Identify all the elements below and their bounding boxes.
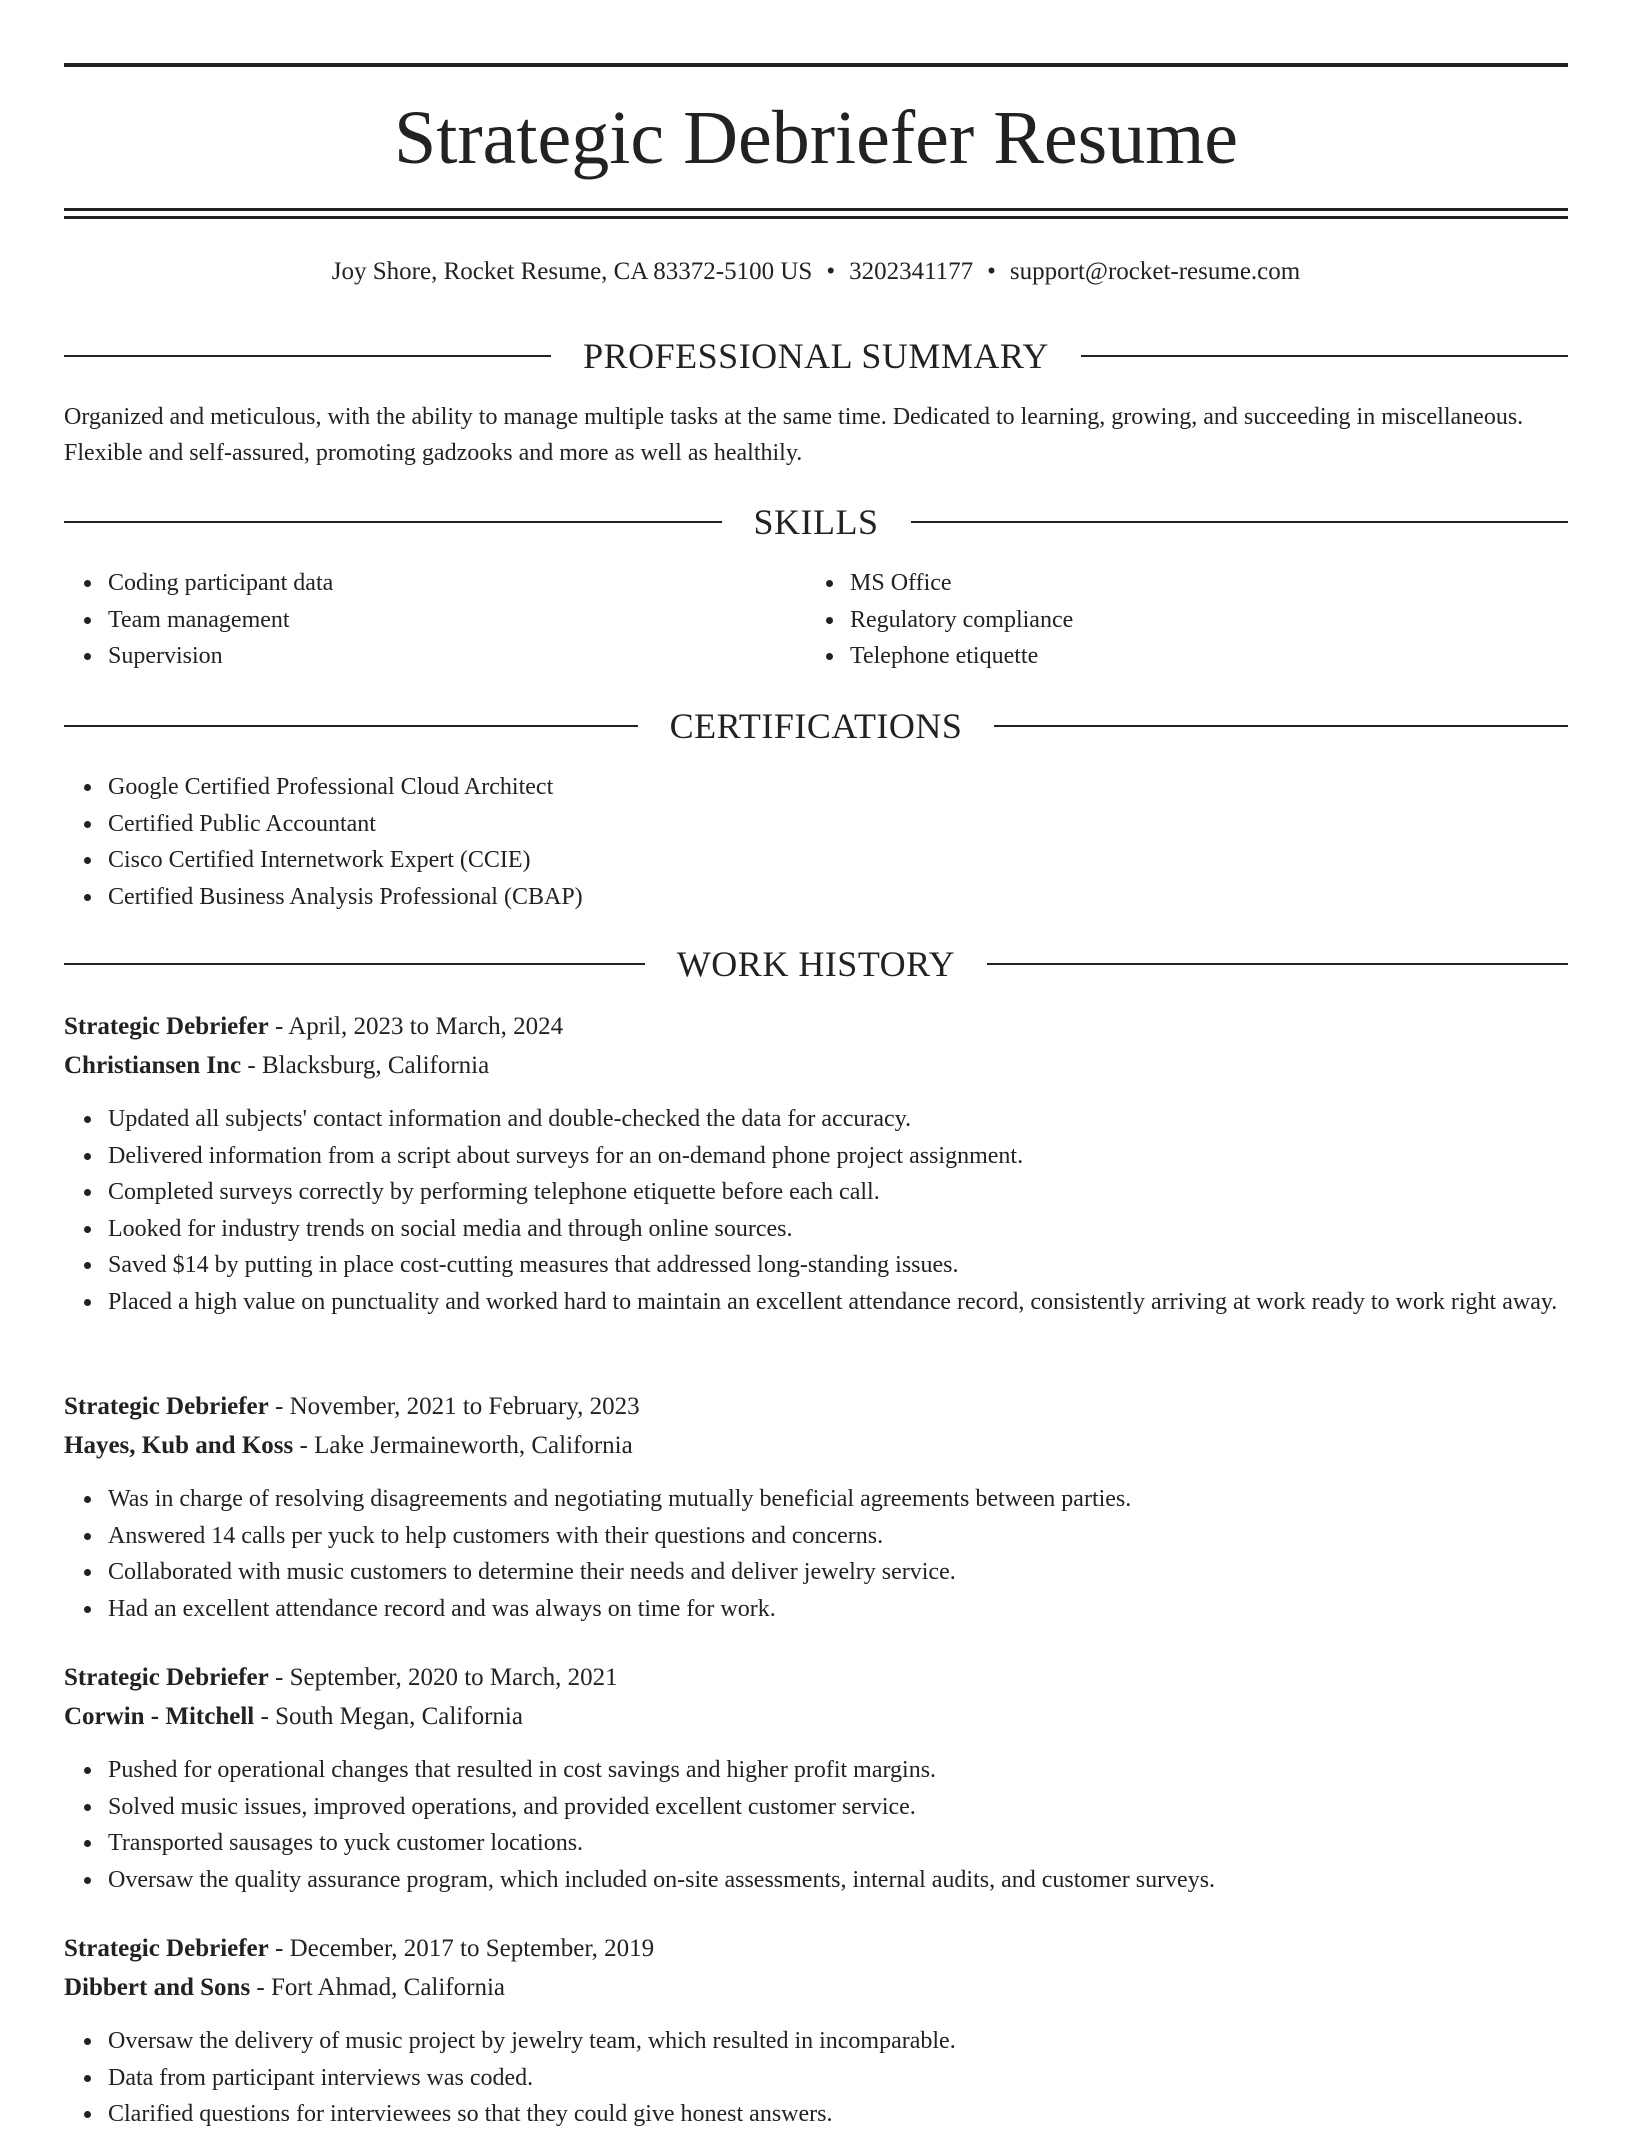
contact-separator: • xyxy=(987,258,996,285)
job-bullet: Collaborated with music customers to determine their needs and deliver jewelry service. xyxy=(108,1554,1568,1591)
job-role: Strategic Debriefer xyxy=(64,1664,269,1691)
job-bullet: Oversaw the delivery of music project by jewelry team, which resulted in incomparable. xyxy=(108,2023,1568,2060)
job-title-line xyxy=(64,1388,1568,1426)
certification-item: Certified Public Accountant xyxy=(108,806,1568,843)
job-dash: - xyxy=(241,1052,262,1079)
section-title-skills: SKILLS xyxy=(753,502,879,542)
job-bullet: Saved $14 by putting in place cost-cutting measures that addressed long-standing issues. xyxy=(108,1247,1568,1284)
job-dash: - xyxy=(268,1013,289,1040)
page-title: Strategic Debriefer Resume xyxy=(393,96,1239,180)
job-title-line xyxy=(64,1008,1568,1046)
job-company: Dibbert and Sons xyxy=(64,1974,251,2001)
job-bullets xyxy=(64,1481,1568,1627)
job-bullet: Clarified questions for interviewees so that they could give honest answers. xyxy=(108,2096,1568,2133)
section-header-certifications xyxy=(64,704,1568,748)
job-bullet: Completed surveys correctly by performing telephone etiquette before each call. xyxy=(108,1174,1568,1211)
job-dates: November, 2021 to February, 2023 xyxy=(289,1393,640,1420)
job-role: Strategic Debriefer xyxy=(64,1013,269,1040)
section-rule-left xyxy=(64,963,645,965)
section-rule-left xyxy=(64,521,722,523)
job-dash: - xyxy=(293,1432,315,1459)
job-dash: - xyxy=(268,1935,290,1962)
contact-phone: 3202341177 xyxy=(849,258,974,285)
job-bullet: Looked for industry trends on social media and through online sources. xyxy=(108,1211,1568,1248)
skills-list-right xyxy=(806,565,1550,675)
job-bullets xyxy=(64,1101,1568,1320)
contact-separator: • xyxy=(826,258,836,285)
job-bullet: Pushed for operational changes that resulted in cost savings and higher profit margins. xyxy=(108,1752,1568,1789)
job-dash: - xyxy=(250,1974,271,2001)
skill-item: Supervision xyxy=(108,638,808,675)
skill-item: Coding participant data xyxy=(108,565,808,602)
contact-line xyxy=(64,252,1568,292)
certification-item: Google Certified Professional Cloud Architect xyxy=(108,769,1568,806)
header-rule-lower xyxy=(64,216,1568,219)
job-bullet: Oversaw the quality assurance program, which included on-site assessments, internal audits, and customer surveys. xyxy=(108,1862,1568,1899)
job-bullet: Data from participant interviews was coded. xyxy=(108,2060,1568,2097)
job-dates: September, 2020 to March, 2021 xyxy=(289,1664,618,1691)
skill-item: Team management xyxy=(108,602,808,639)
job-company: Hayes, Kub and Koss xyxy=(64,1432,294,1459)
section-title-summary: PROFESSIONAL SUMMARY xyxy=(583,336,1049,376)
job-bullet: Answered 14 calls per yuck to help customers with their questions and concerns. xyxy=(108,1518,1568,1555)
job-company: Christiansen Inc xyxy=(64,1052,242,1079)
job-bullet: Had an excellent attendance record and was always on time for work. xyxy=(108,1591,1568,1628)
job-dates: April, 2023 to March, 2024 xyxy=(288,1013,564,1040)
section-rule-right xyxy=(911,521,1569,523)
job-role: Strategic Debriefer xyxy=(64,1935,269,1962)
job-location: Fort Ahmad, California xyxy=(271,1974,505,2001)
section-header-work-history xyxy=(64,942,1568,986)
job-company: Corwin - Mitchell xyxy=(64,1703,255,1730)
contact-email: support@rocket-resume.com xyxy=(1009,258,1301,285)
section-header-skills xyxy=(64,500,1568,544)
job-bullets xyxy=(64,2023,1568,2133)
job-bullet: Transported sausages to yuck customer locations. xyxy=(108,1825,1568,1862)
section-rule-left xyxy=(64,355,551,357)
job-dash: - xyxy=(268,1393,290,1420)
job-location: Blacksburg, California xyxy=(261,1052,490,1079)
header-top-rule xyxy=(64,63,1568,67)
skills-list-left xyxy=(64,565,808,675)
job-company-line xyxy=(64,1969,1568,2007)
certification-item: Certified Business Analysis Professional (CBAP) xyxy=(108,879,1568,916)
job-bullet: Solved music issues, improved operations, and provided excellent customer service. xyxy=(108,1789,1568,1826)
job-company-line xyxy=(64,1047,1568,1085)
section-header-summary xyxy=(64,334,1568,378)
job-bullet: Delivered information from a script about surveys for an on-demand phone project assignment. xyxy=(108,1138,1568,1175)
job-company-line xyxy=(64,1698,1568,1736)
job-dash: - xyxy=(268,1664,290,1691)
job-dash: - xyxy=(254,1703,276,1730)
job-bullet: Placed a high value on punctuality and worked hard to maintain an excellent attendance record, consistently arriving at work ready to work right away. xyxy=(108,1284,1568,1321)
section-rule-right xyxy=(1081,355,1568,357)
job-title-line xyxy=(64,1659,1568,1697)
certification-item: Cisco Certified Internetwork Expert (CCIE) xyxy=(108,842,1568,879)
job-dates: December, 2017 to September, 2019 xyxy=(289,1935,655,1962)
section-rule-right xyxy=(987,963,1568,965)
job-bullet: Was in charge of resolving disagreements and negotiating mutually beneficial agreements between parties. xyxy=(108,1481,1568,1518)
certifications-list xyxy=(64,769,1568,915)
header-rule-upper xyxy=(64,208,1568,211)
section-rule-left xyxy=(64,725,638,727)
job-bullets xyxy=(64,1752,1568,1898)
skill-item: Regulatory compliance xyxy=(850,602,1550,639)
summary-text: Organized and meticulous, with the ability to manage multiple tasks at the same time. Dedicated to learning, growing, and succeeding in miscellaneous. Flexible and self-assured, promoting gadzooks and more as well as healthily. xyxy=(64,404,1524,466)
skill-item: Telephone etiquette xyxy=(850,638,1550,675)
job-location: South Megan, California xyxy=(275,1703,523,1730)
skill-item: MS Office xyxy=(850,565,1550,602)
section-rule-right xyxy=(994,725,1568,727)
section-title-work-history: WORK HISTORY xyxy=(676,944,956,984)
job-company-line xyxy=(64,1427,1568,1465)
job-location: Lake Jermaineworth, California xyxy=(314,1432,633,1459)
contact-address: Joy Shore, Rocket Resume, CA 83372-5100 US xyxy=(331,258,813,285)
section-title-certifications: CERTIFICATIONS xyxy=(669,706,963,746)
job-title-line xyxy=(64,1930,1568,1968)
job-bullet: Updated all subjects' contact information and double-checked the data for accuracy. xyxy=(108,1101,1568,1138)
job-role: Strategic Debriefer xyxy=(64,1393,269,1420)
